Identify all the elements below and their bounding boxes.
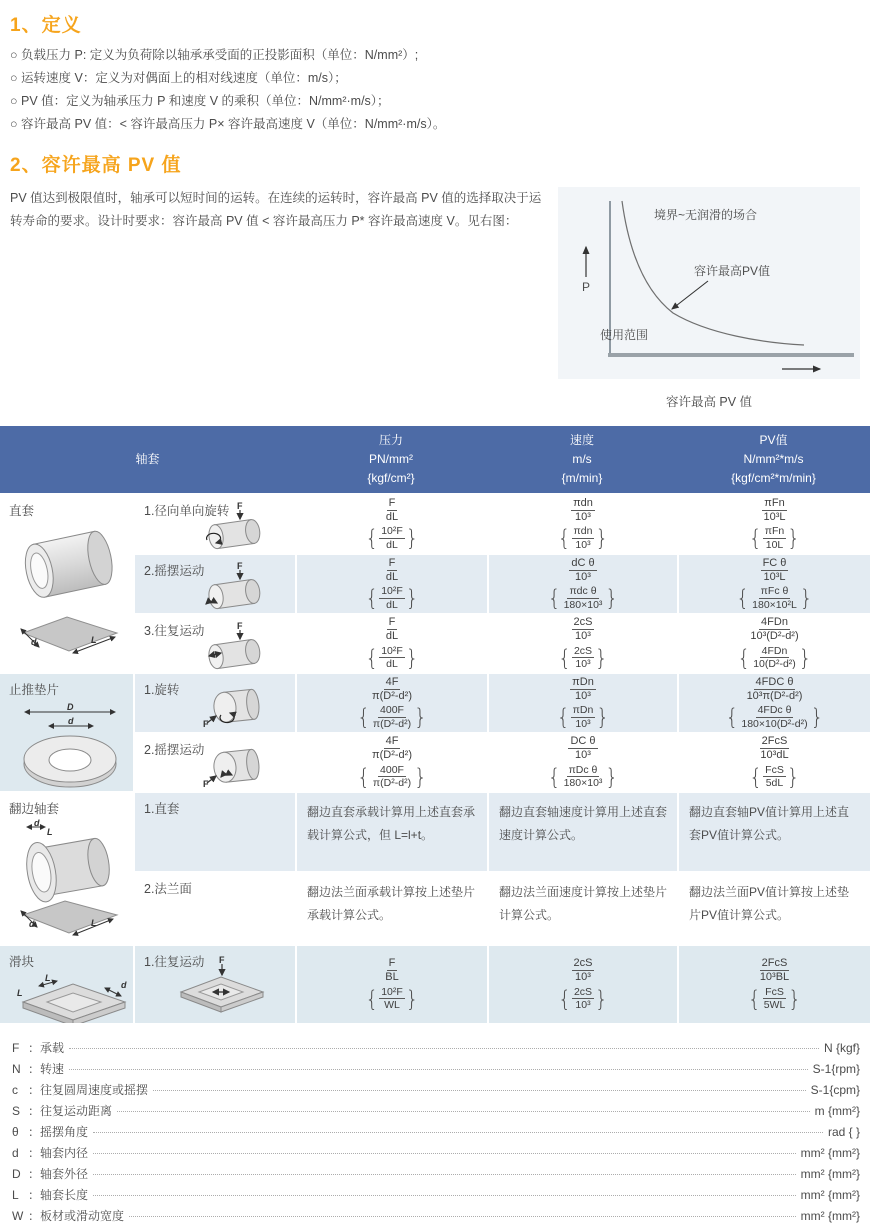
brace-close: } bbox=[799, 584, 813, 612]
motion-label: 2.摇摆运动 bbox=[144, 564, 205, 578]
formula-den: 180×10³ bbox=[563, 777, 603, 790]
brace-close: } bbox=[786, 763, 800, 790]
formula-den: 5WL bbox=[763, 999, 786, 1012]
pressure-cell: 翻边法兰面承载计算按上述垫片承载计算公式。 bbox=[297, 873, 487, 940]
motion-label: 1.往复运动 bbox=[144, 955, 205, 969]
force-label: F bbox=[237, 621, 243, 631]
pv-curve-plot bbox=[558, 187, 860, 379]
legend-symbol: N bbox=[12, 1062, 21, 1076]
legend-row bbox=[12, 1144, 860, 1165]
motion-icon-oscillation bbox=[195, 739, 279, 789]
motion-cell bbox=[135, 946, 295, 1023]
formula-num: 4F bbox=[384, 676, 401, 690]
pressure-cell bbox=[297, 946, 487, 1023]
brace-close: } bbox=[596, 703, 610, 731]
formula-num: F bbox=[387, 497, 398, 511]
definition-item: ○ PV 值：定义为轴承压力 P 和速度 V 的乘积（单位：N/mm²·m/s）； bbox=[10, 94, 390, 108]
category-label: 止推垫片 bbox=[9, 683, 60, 697]
motion-icon-oscillation bbox=[195, 560, 279, 610]
table-body bbox=[0, 495, 870, 940]
formula-num: FcS bbox=[765, 985, 784, 998]
legend-colon: ： bbox=[28, 1083, 41, 1097]
formula-num: 4FDn bbox=[759, 616, 790, 630]
brace-open: { bbox=[737, 644, 751, 671]
header-speed-unit-alt: {m/min} bbox=[561, 471, 603, 486]
pv-cell bbox=[679, 946, 870, 1023]
formula-num: 4FDn bbox=[761, 644, 788, 657]
dotted-leader bbox=[93, 1195, 796, 1196]
formula-den: 10³ bbox=[575, 971, 591, 984]
legend-row bbox=[12, 1039, 860, 1060]
brace-close: } bbox=[605, 584, 619, 612]
formula-num: πFn bbox=[764, 525, 785, 538]
motion-label: 3.往复运动 bbox=[144, 624, 205, 638]
brace-close: } bbox=[810, 703, 824, 731]
formula-num: πdn bbox=[571, 497, 595, 511]
header-pv-unit-alt: {kgf/cm²*m/min} bbox=[731, 471, 816, 486]
formula-den: 10³BL bbox=[759, 971, 790, 984]
brace-open: { bbox=[558, 644, 571, 671]
formula-den: 10³ bbox=[575, 630, 591, 643]
pv-cell bbox=[679, 495, 870, 553]
formula-den: dL bbox=[385, 510, 399, 523]
dotted-leader bbox=[93, 1132, 823, 1133]
dim-left: L bbox=[17, 988, 23, 998]
formula-den: 180×10²L bbox=[752, 598, 797, 611]
category-label: 翻边轴套 bbox=[9, 802, 60, 816]
pv-cell bbox=[679, 615, 870, 672]
category-label: 直套 bbox=[9, 504, 35, 518]
brace-open: { bbox=[749, 524, 762, 552]
force-label: F bbox=[237, 501, 243, 511]
definition-item: ○ 容许最高 PV 值：< 容许最高压力 P× 容许最高速度 V（单位：N/mm²·m/s）。 bbox=[10, 117, 446, 131]
formula-den: 10³ bbox=[575, 689, 591, 702]
category-flanged-bushing bbox=[0, 793, 133, 940]
formula-den: 180×10(D²-d²) bbox=[741, 717, 808, 730]
formula-den: 10³dL bbox=[760, 749, 789, 762]
legend-colon: ： bbox=[28, 1188, 41, 1202]
formula-num: F bbox=[387, 957, 398, 971]
formula-num: πDn bbox=[572, 704, 594, 717]
force-label: F bbox=[203, 779, 209, 789]
legend-label: 摇摆角度 bbox=[40, 1125, 89, 1139]
header-bushing-label: 轴套 bbox=[135, 451, 160, 466]
motion-icon-rotation bbox=[195, 500, 279, 550]
formula-num: 2cS bbox=[573, 985, 593, 998]
legend-symbol: c bbox=[12, 1083, 18, 1097]
formula-den: BL bbox=[385, 971, 399, 984]
category-label: 滑块 bbox=[9, 955, 35, 969]
motion-cell bbox=[135, 674, 295, 732]
legend-label: 往复圆周速度或摇摆 bbox=[40, 1083, 149, 1097]
pressure-cell bbox=[297, 495, 487, 553]
brace-open: { bbox=[749, 763, 763, 790]
legend-row bbox=[12, 1060, 860, 1081]
thrust-washer-illustration bbox=[11, 700, 131, 791]
brace-open: { bbox=[558, 985, 571, 1012]
legend-label: 转速 bbox=[40, 1062, 65, 1076]
legend-symbol: F bbox=[12, 1041, 20, 1055]
brace-open: { bbox=[747, 985, 761, 1012]
legend-row bbox=[12, 1186, 860, 1207]
formula-num: πFn bbox=[762, 497, 786, 511]
formula-num: 10²F bbox=[381, 985, 403, 998]
brace-open: { bbox=[725, 703, 739, 731]
speed-cell bbox=[489, 674, 677, 732]
legend-symbol: d bbox=[12, 1146, 19, 1160]
section2-title: 2、容许最高 PV 值 bbox=[10, 155, 182, 176]
formula-num: 4F bbox=[384, 735, 401, 749]
brace-open: { bbox=[547, 584, 561, 612]
pressure-cell bbox=[297, 615, 487, 672]
dim-inner-top: d bbox=[34, 819, 40, 828]
brace-close: } bbox=[798, 644, 812, 671]
legend-symbol: W bbox=[12, 1209, 24, 1223]
legend-label: 往复运动距离 bbox=[40, 1104, 113, 1118]
formula-den: 10³ bbox=[575, 510, 591, 523]
brace-open: { bbox=[365, 985, 379, 1012]
brace-open: { bbox=[357, 703, 370, 731]
legend-unit: mm² {mm²} bbox=[800, 1167, 860, 1181]
category-straight-bushing bbox=[0, 495, 133, 672]
motion-cell bbox=[135, 615, 295, 672]
brace-open: { bbox=[557, 524, 571, 552]
brace-close: } bbox=[405, 644, 419, 671]
definition-item: ○ 负载压力 P: 定义为负荷除以轴承承受面的正投影面积（单位：N/mm²）; bbox=[10, 48, 419, 62]
header-pressure bbox=[295, 431, 487, 489]
brace-close: } bbox=[605, 763, 619, 790]
brace-close: } bbox=[414, 703, 427, 731]
dim-length: L bbox=[91, 635, 97, 645]
formula-num: FcS bbox=[765, 763, 784, 776]
legend-symbol: S bbox=[12, 1104, 21, 1118]
dotted-leader bbox=[117, 1111, 810, 1112]
motion-cell bbox=[135, 873, 295, 940]
header-pressure-unit-si: PN/mm² bbox=[369, 451, 413, 466]
formula-num: 400F bbox=[380, 704, 404, 717]
formula-den: 10³(D²-d²) bbox=[750, 630, 799, 643]
formula-den: 10³ bbox=[575, 717, 591, 730]
formula-num: 2cS bbox=[572, 957, 595, 971]
formula-num: 10²F bbox=[381, 585, 403, 598]
pv-cell: 翻边法兰面PV值计算按上述垫片PV值计算公式。 bbox=[679, 873, 870, 940]
boundary-label: 境界~无润滑的场合 bbox=[654, 208, 758, 222]
speed-cell bbox=[489, 734, 677, 791]
formula-den: WL bbox=[384, 999, 400, 1012]
legend-colon: ： bbox=[28, 1146, 41, 1160]
header-speed-unit-si: m/s bbox=[572, 451, 592, 466]
legend-colon: ： bbox=[28, 1167, 41, 1181]
legend-symbol: D bbox=[12, 1167, 21, 1181]
formula-num: DC θ bbox=[568, 735, 597, 749]
legend-colon: ： bbox=[28, 1062, 41, 1076]
pv-chart bbox=[558, 187, 860, 379]
formula-den: 10³ bbox=[575, 999, 591, 1012]
legend-symbol: θ bbox=[12, 1125, 19, 1139]
dim-right: d bbox=[121, 980, 127, 990]
dotted-leader bbox=[93, 1174, 796, 1175]
formula-num: 2cS bbox=[573, 644, 593, 657]
motion-label: 2.法兰面 bbox=[144, 882, 192, 896]
formula-den: 10³L bbox=[763, 570, 786, 583]
figure-caption: 容许最高 PV 值 bbox=[665, 395, 753, 409]
slider-illustration bbox=[9, 972, 133, 1023]
category-thrust-washer bbox=[0, 674, 133, 791]
formula-den: 10³L bbox=[763, 510, 786, 523]
symbol-legend bbox=[12, 1039, 860, 1228]
legend-colon: ： bbox=[28, 1104, 41, 1118]
pressure-cell: 翻边直套承载计算用上述直套承载计算公式，但 L=l+t。 bbox=[297, 793, 487, 871]
definition-item: ○ 运转速度 V：定义为对偶面上的相对线速度（单位：m/s）； bbox=[10, 71, 347, 85]
motion-icon-rotation bbox=[195, 679, 279, 729]
formula-num: πFc θ bbox=[760, 585, 789, 598]
formula-num: F bbox=[387, 616, 398, 630]
motion-cell bbox=[135, 495, 295, 553]
header-pressure-title: 压力 bbox=[378, 432, 403, 447]
legend-symbol: L bbox=[12, 1188, 19, 1202]
formula-den: π(D²-d²) bbox=[372, 749, 412, 762]
motion-cell bbox=[135, 793, 295, 871]
brace-close: } bbox=[405, 985, 419, 1012]
pv-cell bbox=[679, 734, 870, 791]
dotted-leader bbox=[93, 1153, 796, 1154]
formula-den: 10³ bbox=[575, 538, 591, 551]
pv-section bbox=[0, 150, 870, 410]
brace-open: { bbox=[357, 763, 370, 790]
motion-label: 1.径向单向旋转 bbox=[144, 504, 230, 518]
force-label: F bbox=[237, 561, 243, 571]
legend-unit: mm² {mm²} bbox=[800, 1209, 860, 1223]
definitions-section bbox=[0, 10, 870, 136]
brace-close: } bbox=[788, 985, 802, 1012]
legend-unit: mm² {mm²} bbox=[800, 1146, 860, 1160]
formula-den: 5dL bbox=[765, 777, 784, 790]
header-pressure-unit-alt: {kgf/cm²} bbox=[367, 471, 415, 486]
formula-den: 10³ bbox=[575, 749, 591, 762]
section1-title: 1、定义 bbox=[10, 15, 82, 36]
spec-table bbox=[0, 426, 870, 1023]
header-pv-unit-si: N/mm²*m/s bbox=[743, 451, 804, 466]
dim-length: L bbox=[91, 918, 97, 928]
formula-den: dL bbox=[386, 598, 398, 611]
header-pv bbox=[677, 431, 870, 489]
pv-cell bbox=[679, 674, 870, 732]
legend-label: 轴套长度 bbox=[40, 1188, 89, 1202]
formula-den: dL bbox=[385, 630, 399, 643]
formula-num: 10²F bbox=[381, 644, 403, 657]
formula-den: 180×10³ bbox=[563, 598, 603, 611]
dim-length-top: L bbox=[47, 827, 53, 837]
legend-label: 承载 bbox=[40, 1041, 65, 1055]
formula-den: 10L bbox=[765, 538, 784, 551]
formula-den: dL bbox=[386, 538, 398, 551]
brace-close: } bbox=[787, 524, 800, 552]
table-header bbox=[0, 426, 870, 493]
category-slider bbox=[0, 946, 133, 1023]
pv-cell bbox=[679, 555, 870, 613]
dim-top: L bbox=[45, 973, 51, 983]
legend-unit: S-1{cpm} bbox=[810, 1083, 860, 1097]
legend-row bbox=[12, 1102, 860, 1123]
projected-area bbox=[23, 617, 117, 651]
speed-cell bbox=[489, 615, 677, 672]
formula-num: πDn bbox=[570, 676, 596, 690]
brace-open: { bbox=[365, 524, 379, 552]
motion-label: 1.旋转 bbox=[144, 683, 180, 697]
header-pv-title: PV值 bbox=[759, 432, 788, 447]
formula-den: π(D²-d²) bbox=[372, 777, 412, 790]
dotted-leader bbox=[129, 1216, 796, 1217]
force-label: F bbox=[219, 955, 225, 965]
brace-open: { bbox=[365, 584, 379, 612]
straight-bushing-illustration bbox=[11, 521, 131, 666]
pressure-cell bbox=[297, 734, 487, 791]
brace-open: { bbox=[365, 644, 379, 671]
legend-label: 轴套外径 bbox=[40, 1167, 89, 1181]
legend-label: 轴套内径 bbox=[40, 1146, 89, 1160]
formula-den: 10³ bbox=[575, 658, 591, 671]
formula-den: 10(D²-d²) bbox=[753, 658, 796, 671]
formula-num: 10²F bbox=[381, 525, 403, 538]
formula-num: 4FDC θ bbox=[754, 676, 796, 690]
dotted-leader bbox=[153, 1090, 806, 1091]
formula-num: πDc θ bbox=[568, 763, 598, 776]
formula-num: FC θ bbox=[761, 557, 789, 571]
brace-close: } bbox=[595, 644, 608, 671]
formula-num: 2FcS bbox=[760, 957, 790, 971]
formula-den: π(D²-d²) bbox=[372, 717, 412, 730]
speed-cell: 翻边直套轴速度计算用上述直套速度计算公式。 bbox=[489, 793, 677, 871]
formula-num: dC θ bbox=[569, 557, 596, 571]
formula-num: 2FcS bbox=[760, 735, 790, 749]
formula-num: F bbox=[387, 557, 398, 571]
formula-num: πdn bbox=[573, 525, 593, 538]
brace-open: { bbox=[736, 584, 750, 612]
table-body-slider bbox=[0, 946, 870, 1023]
legend-unit: rad { } bbox=[827, 1125, 860, 1139]
dim-inner: d bbox=[31, 637, 37, 647]
motion-icon-reciprocation bbox=[171, 954, 271, 1016]
brace-close: } bbox=[595, 985, 608, 1012]
motion-label: 1.直套 bbox=[144, 802, 180, 816]
motion-label: 2.摇摆运动 bbox=[144, 743, 205, 757]
legend-label: 板材或滑动宽度 bbox=[40, 1209, 125, 1223]
speed-cell bbox=[489, 495, 677, 553]
y-axis-label: P bbox=[582, 280, 591, 294]
brace-open: { bbox=[556, 703, 570, 731]
brace-close: } bbox=[414, 763, 427, 790]
dotted-leader bbox=[69, 1069, 808, 1070]
legend-unit: S-1{rpm} bbox=[812, 1062, 860, 1076]
legend-row bbox=[12, 1165, 860, 1186]
dim-inner: d bbox=[68, 716, 74, 726]
speed-cell bbox=[489, 555, 677, 613]
legend-row bbox=[12, 1207, 860, 1228]
brace-close: } bbox=[405, 524, 419, 552]
formula-num: 2cS bbox=[572, 616, 595, 630]
speed-cell: 翻边法兰面速度计算按上述垫片计算公式。 bbox=[489, 873, 677, 940]
projected-area bbox=[23, 901, 117, 933]
brace-close: } bbox=[595, 524, 609, 552]
pressure-cell bbox=[297, 674, 487, 732]
formula-den: 10³π(D²-d²) bbox=[746, 689, 803, 702]
formula-num: 400F bbox=[380, 763, 404, 776]
legend-unit: N {kgf} bbox=[823, 1041, 860, 1055]
header-bushing bbox=[0, 450, 295, 469]
legend-colon: ： bbox=[28, 1209, 41, 1223]
legend-row bbox=[12, 1081, 860, 1102]
header-speed bbox=[487, 431, 677, 489]
pv-figure bbox=[558, 187, 860, 410]
max-pv-label: 容许最高PV值 bbox=[694, 264, 771, 278]
flanged-bushing-illustration bbox=[11, 819, 131, 940]
pv-cell: 翻边直套轴PV值计算用上述直套PV值计算公式。 bbox=[679, 793, 870, 871]
dim-outer: D bbox=[67, 702, 74, 712]
formula-num: πdc θ bbox=[569, 585, 597, 598]
dim-inner: d bbox=[29, 919, 35, 929]
dotted-leader bbox=[69, 1048, 819, 1049]
formula-den: 10³ bbox=[575, 570, 591, 583]
legend-colon: ： bbox=[28, 1041, 41, 1055]
motion-cell bbox=[135, 734, 295, 791]
force-label: F bbox=[203, 719, 209, 729]
formula-den: π(D²-d²) bbox=[372, 689, 412, 702]
formula-num: 4FDc θ bbox=[757, 704, 792, 717]
formula-den: dL bbox=[386, 658, 398, 671]
motion-cell bbox=[135, 555, 295, 613]
legend-unit: mm² {mm²} bbox=[800, 1188, 860, 1202]
legend-row bbox=[12, 1123, 860, 1144]
motion-icon-reciprocation bbox=[195, 620, 279, 670]
brace-close: } bbox=[405, 584, 419, 612]
annotation-arrow-icon bbox=[672, 281, 708, 309]
legend-unit: m {mm²} bbox=[814, 1104, 860, 1118]
brace-open: { bbox=[547, 763, 561, 790]
formula-den: dL bbox=[385, 570, 399, 583]
header-speed-title: 速度 bbox=[569, 432, 594, 447]
legend-colon: ： bbox=[28, 1125, 41, 1139]
speed-cell bbox=[489, 946, 677, 1023]
pv-paragraph: PV 值达到极限值时，轴承可以短时间的运转。在连续的运转时，容许最高 PV 值的选择取决于运转寿命的要求。设计时要求：容许最高 PV 值 < 容许最高压力 P* 容许最高速度 V。见右图： bbox=[10, 191, 542, 228]
usage-range-label: 使用范围 bbox=[600, 328, 649, 342]
pressure-cell bbox=[297, 555, 487, 613]
